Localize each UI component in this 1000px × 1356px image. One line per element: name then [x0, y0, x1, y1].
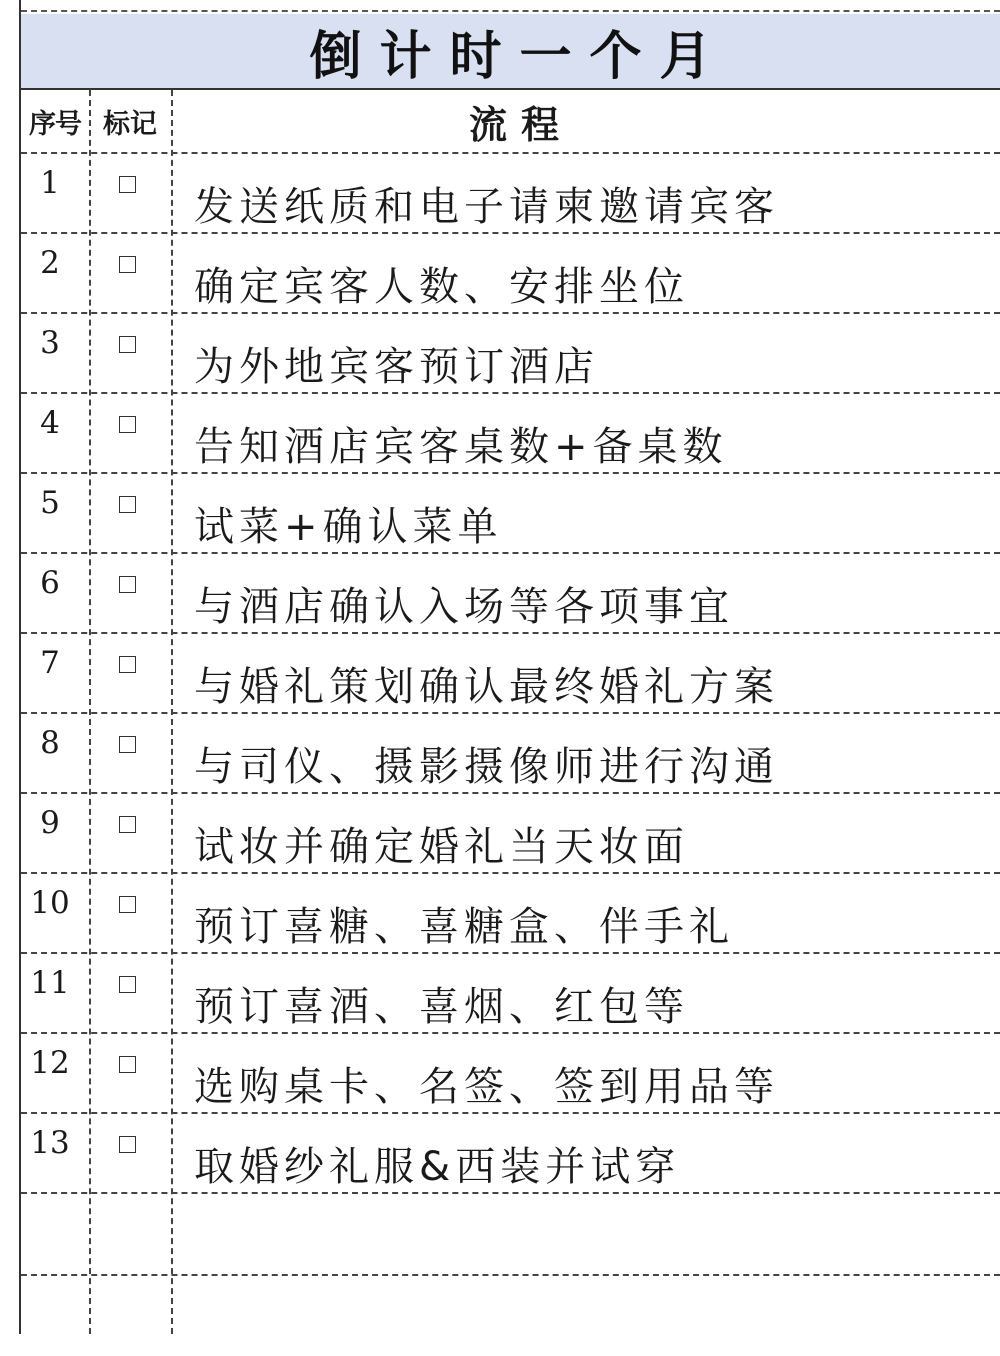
row-number: 9	[40, 805, 60, 841]
row-task-text: 与婚礼策划确认最终婚礼方案	[194, 664, 779, 710]
table-row	[21, 552, 1000, 632]
row-number: 13	[30, 1125, 70, 1161]
row-task-text: 试妆并确定婚礼当天妆面	[194, 824, 689, 870]
row-number: 10	[30, 885, 70, 921]
header-flow: 流程	[468, 102, 573, 147]
row-mark-cell	[89, 474, 171, 552]
row-number: 4	[40, 405, 60, 441]
row-mark-cell	[89, 554, 171, 632]
row-mark-cell	[89, 954, 171, 1032]
row-number: 1	[40, 165, 60, 201]
row-mark-cell	[89, 314, 171, 392]
checkbox-icon[interactable]	[119, 896, 136, 913]
page-title: 倒计时一个月	[309, 26, 730, 87]
row-task-text: 确定宾客人数、安排坐位	[194, 264, 689, 310]
table-row	[21, 392, 1000, 472]
table-body	[21, 152, 1000, 1356]
row-task-text: 与酒店确认入场等各项事宜	[194, 584, 734, 630]
checkbox-icon[interactable]	[119, 416, 136, 433]
checkbox-icon[interactable]	[119, 1136, 136, 1153]
row-task-text: 预订喜酒、喜烟、红包等	[194, 984, 689, 1030]
empty-row	[21, 1192, 1000, 1274]
row-mark-cell	[89, 874, 171, 952]
table-row	[21, 232, 1000, 312]
table-row	[21, 872, 1000, 952]
table-header	[21, 90, 1000, 152]
row-mark-cell	[89, 714, 171, 792]
row-number: 8	[40, 725, 60, 761]
row-mark-cell	[89, 634, 171, 712]
row-number: 11	[30, 965, 70, 1001]
row-task-text: 试菜+确认菜单	[194, 504, 503, 550]
checkbox-icon[interactable]	[119, 736, 136, 753]
table-row	[21, 312, 1000, 392]
row-number: 6	[40, 565, 60, 601]
row-number: 7	[40, 645, 60, 681]
table-row	[21, 712, 1000, 792]
row-number: 2	[40, 245, 60, 281]
checkbox-icon[interactable]	[119, 816, 136, 833]
checkbox-icon[interactable]	[119, 976, 136, 993]
row-task-text: 选购桌卡、名签、签到用品等	[194, 1064, 779, 1110]
table-row	[21, 152, 1000, 232]
table-row	[21, 1032, 1000, 1112]
table-row	[21, 472, 1000, 552]
row-mark-cell	[89, 154, 171, 232]
row-task-text: 为外地宾客预订酒店	[194, 344, 599, 390]
row-task-text: 发送纸质和电子请柬邀请宾客	[194, 184, 779, 230]
checkbox-icon[interactable]	[119, 656, 136, 673]
row-mark-cell	[89, 234, 171, 312]
checkbox-icon[interactable]	[119, 496, 136, 513]
header-number: 序号	[29, 108, 81, 140]
row-number: 3	[40, 325, 60, 361]
row-mark-cell	[89, 1034, 171, 1112]
checkbox-icon[interactable]	[119, 176, 136, 193]
checkbox-icon[interactable]	[119, 256, 136, 273]
row-mark-cell	[89, 1114, 171, 1192]
row-mark-cell	[89, 794, 171, 872]
checkbox-icon[interactable]	[119, 1056, 136, 1073]
table-row	[21, 1112, 1000, 1192]
checkbox-icon[interactable]	[119, 576, 136, 593]
title-bar	[21, 14, 1000, 88]
header-mark: 标记	[103, 108, 157, 140]
table-row	[21, 952, 1000, 1032]
table-row	[21, 632, 1000, 712]
row-task-text: 取婚纱礼服&西装并试穿	[194, 1144, 681, 1190]
table-row	[21, 792, 1000, 872]
empty-row	[21, 1274, 1000, 1356]
row-task-text: 与司仪、摄影摄像师进行沟通	[194, 744, 779, 790]
checkbox-icon[interactable]	[119, 336, 136, 353]
row-mark-cell	[89, 394, 171, 472]
row-number: 5	[40, 485, 60, 521]
row-number: 12	[30, 1045, 70, 1081]
row-task-text: 预订喜糖、喜糖盒、伴手礼	[194, 904, 734, 950]
top-border	[21, 10, 1000, 12]
row-task-text: 告知酒店宾客桌数+备桌数	[194, 424, 728, 470]
